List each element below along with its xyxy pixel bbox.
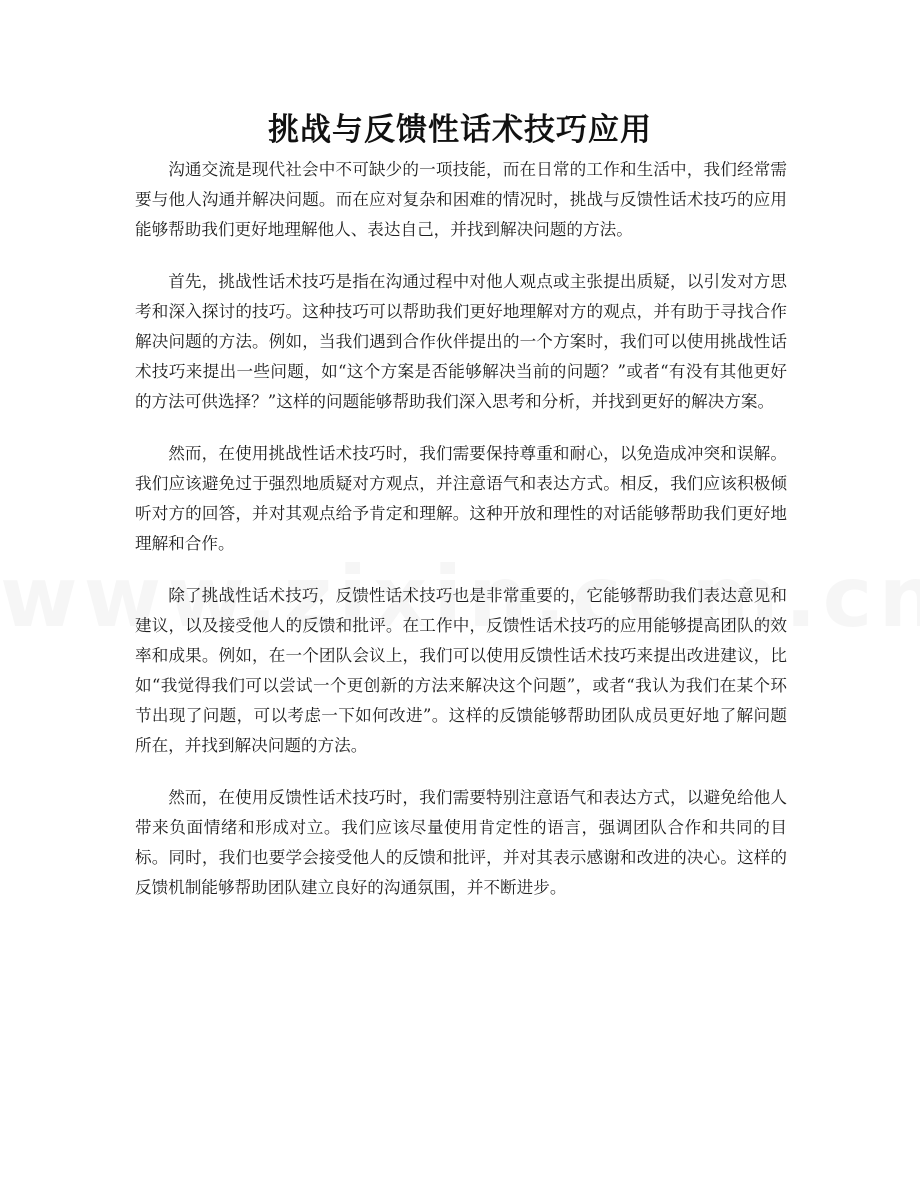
paragraph-3: 然而，在使用挑战性话术技巧时，我们需要保持尊重和耐心，以免造成冲突和误解。我们应该避免过于强烈地质疑对方观点，并注意语气和表达方式。相反，我们应该积极倾听对方的回答，并对其观点给予肯定和理解。这种开放和理性的对话能够帮助我们更好地理解和合作。 <box>135 444 787 553</box>
paragraph-5: 然而，在使用反馈性话术技巧时，我们需要特别注意语气和表达方式，以避免给他人带来负面情绪和形成对立。我们应该尽量使用肯定性的语言，强调团队合作和共同的目标。同时，我们也要学会接受他人的反馈和批评，并对其表示感谢和改进的决心。这样的反馈机制能够帮助团队建立良好的沟通氛围，并不断进步。 <box>135 788 787 897</box>
paragraph-1: 沟通交流是现代社会中不可缺少的一项技能，而在日常的工作和生活中，我们经常需要与他人沟通并解决问题。而在应对复杂和困难的情况时，挑战与反馈性话术技巧的应用能够帮助我们更好地理解他人、表达自己，并找到解决问题的方法。 <box>135 160 787 239</box>
paragraph-2: 首先，挑战性话术技巧是指在沟通过程中对他人观点或主张提出质疑，以引发对方思考和深入探讨的技巧。这种技巧可以帮助我们更好地理解对方的观点，并有助于寻找合作解决问题的方法。例如，当我们遇到合作伙伴提出的一个方案时，我们可以使用挑战性话术技巧来提出一些问题，如“这个方案是否能够解决当前的问题？”或者“有没有其他更好的方法可供选择？”这样的问题能够帮助我们深入思考和分析，并找到更好的解决方案。 <box>135 272 787 411</box>
document-body <box>135 155 787 925</box>
document-title: 挑战与反馈性话术技巧应用 <box>268 112 652 148</box>
paragraph-4: 除了挑战性话术技巧，反馈性话术技巧也是非常重要的，它能够帮助我们表达意见和建议，以及接受他人的反馈和批评。在工作中，反馈性话术技巧的应用能够提高团队的效率和成果。例如，在一个团队会议上，我们可以使用反馈性话术技巧来提出改进建议，比如“我觉得我们可以尝试一个更创新的方法来解决这个问题”，或者“我认为我们在某个环节出现了问题，可以考虑一下如何改进”。这样的反馈能够帮助团队成员更好地了解问题所在，并找到解决问题的方法。 <box>135 586 787 755</box>
